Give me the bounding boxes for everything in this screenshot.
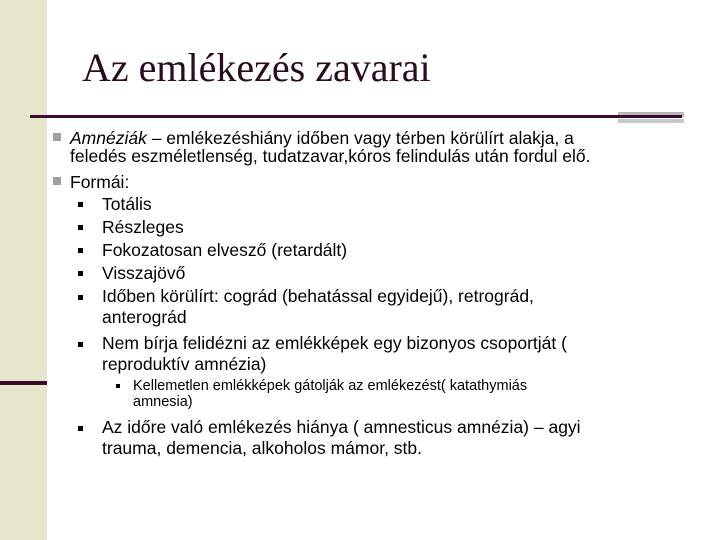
- square-bullet-icon: [53, 177, 61, 185]
- sub-item-text-line2: amnesia): [133, 394, 193, 410]
- bullet-lead-term: Amnéziák: [70, 128, 147, 148]
- form-item: [102, 216, 184, 239]
- bullet-formai: [70, 173, 129, 191]
- bullet-text: Formái:: [70, 172, 130, 192]
- form-item-text-line1: Az időre való emlékezés hiánya ( amnesticus amnézia) – agyi: [102, 417, 581, 437]
- form-item-text-line2: trauma, demencia, alkoholos mámor, stb.: [102, 438, 423, 458]
- form-item: [102, 333, 567, 375]
- small-square-bullet-icon: [78, 342, 83, 347]
- form-item-text-line1: Nem bírja felidézni az emlékképek egy bizonyos csoportját (: [102, 333, 567, 353]
- bullet-amneziak: [70, 129, 590, 165]
- form-item: [102, 417, 581, 459]
- tiny-square-bullet-icon: [116, 384, 120, 388]
- form-item-text: Fokozatosan elvesző (retardált): [102, 240, 348, 260]
- bullet-text-line1: – emlékezéshiány időben vagy térben körülírt alakja, a: [146, 128, 574, 148]
- small-square-bullet-icon: [78, 426, 83, 431]
- form-item-text: Visszajövő: [102, 263, 186, 283]
- square-bullet-icon: [53, 133, 61, 141]
- form-item-text: Részleges: [102, 217, 184, 237]
- small-square-bullet-icon: [78, 295, 83, 300]
- form-item: [102, 286, 534, 328]
- form-item: [102, 193, 152, 216]
- small-square-bullet-icon: [78, 202, 83, 207]
- small-square-bullet-icon: [78, 225, 83, 230]
- sub-item: [133, 378, 527, 410]
- small-square-bullet-icon: [78, 271, 83, 276]
- sub-item-text-line1: Kellemetlen emlékképek gátolják az emlékezést( katathymiás: [133, 378, 528, 394]
- form-item-text-line1: Időben körülírt: cográd (behatással egyidejű), retrográd,: [102, 286, 534, 306]
- form-item-text-line2: anterográd: [102, 307, 187, 327]
- small-square-bullet-icon: [78, 248, 83, 253]
- slide-title: Az emlékezés zavarai: [82, 45, 431, 90]
- form-item-text-line2: reproduktív amnézia): [102, 354, 267, 374]
- bullet-text-line2: feledés eszméletlenség, tudatzavar,kóros felindulás után fordul elő.: [70, 146, 591, 166]
- form-item: [102, 239, 347, 262]
- form-item-text: Totális: [102, 194, 152, 214]
- form-item: [102, 262, 185, 285]
